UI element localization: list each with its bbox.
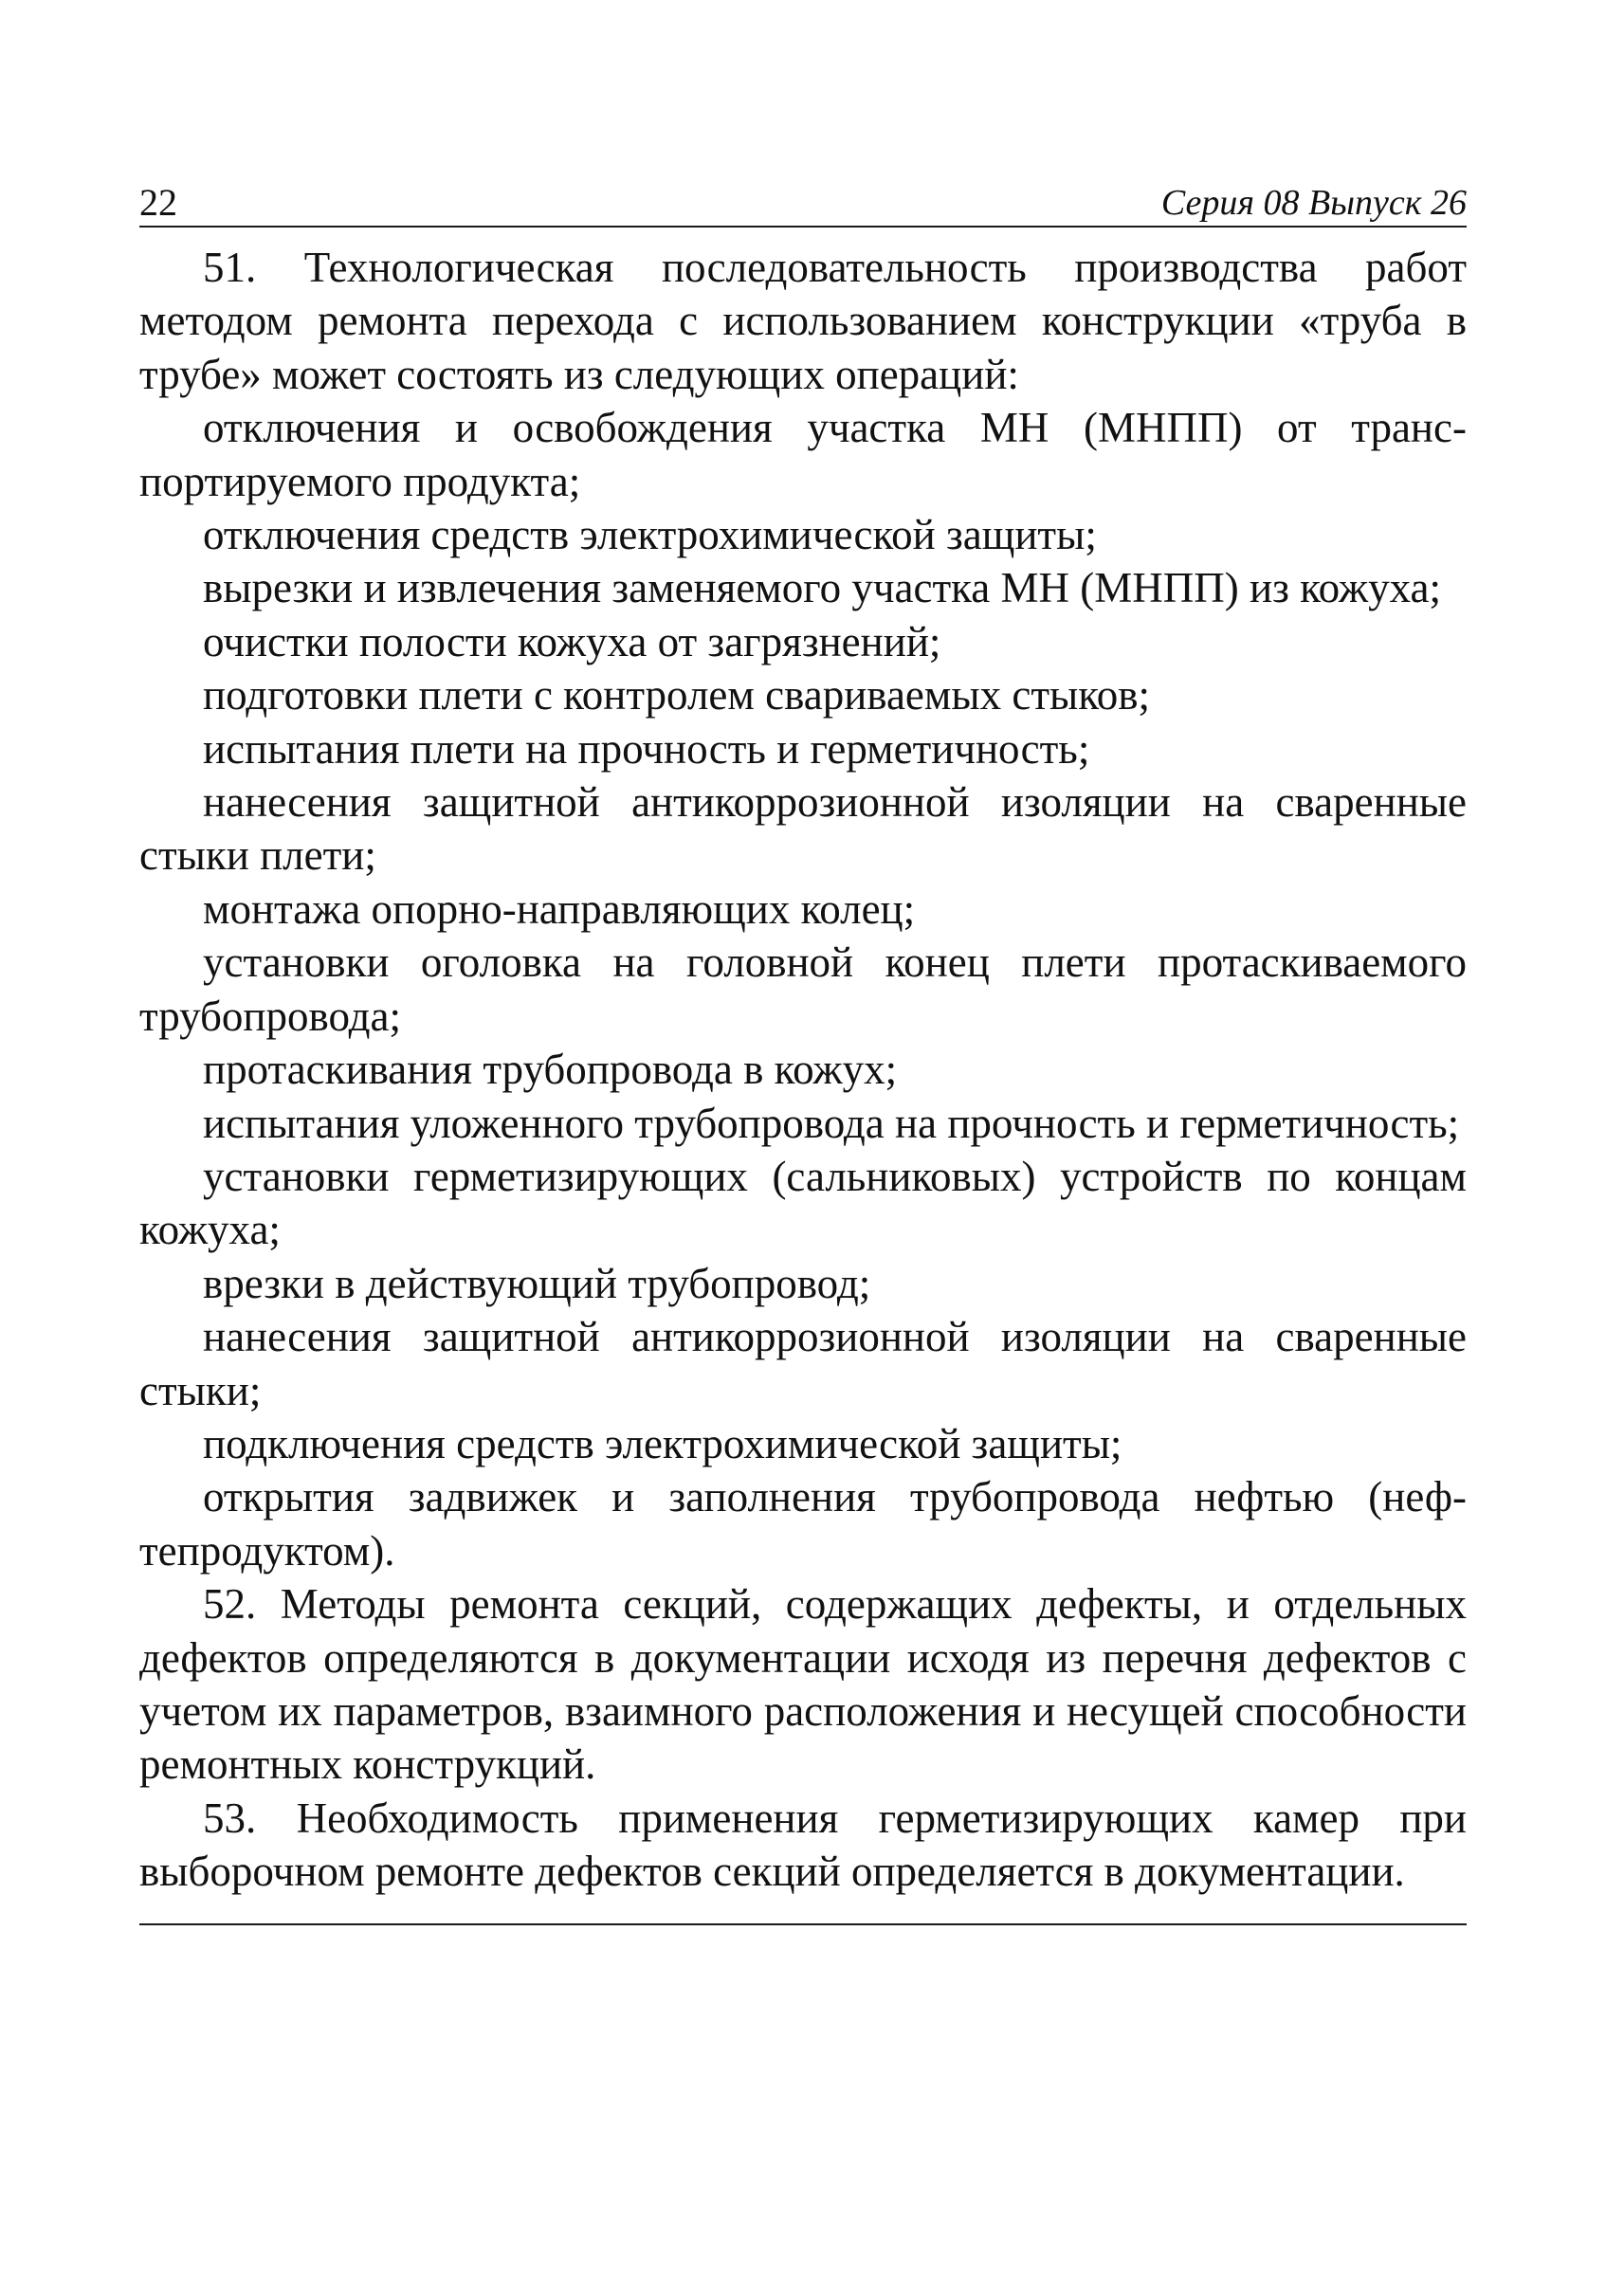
list-item: очистки полости кожуха от загрязнений; bbox=[203, 617, 941, 665]
document-page bbox=[139, 176, 1467, 1925]
list-item: установки герметизирующих (сальниковых) устройств по концам кожуха; bbox=[139, 1152, 1467, 1254]
list-item: установки оголовка на головной конец плети протаскиваемого трубопровода; bbox=[139, 938, 1467, 1040]
page-number: 22 bbox=[139, 181, 177, 224]
bottom-rule bbox=[139, 1923, 1467, 1925]
list-item: отключения средств электрохимической защиты; bbox=[203, 511, 1097, 559]
list-item: подготовки плети с контролем свариваемых стыков; bbox=[203, 671, 1151, 719]
body-text bbox=[139, 241, 1467, 1899]
list-item: вырезки и извлечения заменяемого участка МН (МНПП) из кожуха; bbox=[203, 564, 1442, 612]
list-item: открытия задвижек и заполнения трубопровода нефтью (нефтепродуктом). bbox=[139, 1473, 1467, 1575]
list-item: монтажа опорно-направляющих колец; bbox=[203, 884, 916, 933]
list-item: протаскивания трубопровода в кожух; bbox=[203, 1046, 898, 1094]
list-item: испытания уложенного трубопровода на прочность и герметичность; bbox=[203, 1099, 1460, 1147]
paragraph-52: 52. Методы ремонта секций, содержащих дефекты, и отдельных дефектов определяются в документации исходя из перечня дефектов с учетом их параметров, взаимного расположения и несущей способности ремонтных конструкций. bbox=[139, 1580, 1467, 1789]
paragraph-51-intro: 51. Технологическая последовательность производства работ методом ремонта перехода с использованием конструкции «труба в трубе» может состоять из следующих операций: bbox=[139, 244, 1467, 398]
paragraph-53: 53. Необходимость применения герметизирующих камер при выборочном ремонте дефектов секций определяется в документации. bbox=[139, 1794, 1467, 1896]
list-item: нанесения защитной антикоррозионной изоляции на сваренные стыки плети; bbox=[139, 778, 1467, 880]
list-item: отключения и освобождения участка МН (МНПП) от транспортируемого продукта; bbox=[139, 404, 1467, 505]
list-item: испытания плети на прочность и герметичность; bbox=[203, 724, 1090, 773]
series-title: Серия 08 Выпуск 26 bbox=[1160, 183, 1467, 223]
running-header bbox=[139, 176, 1467, 228]
list-item: нанесения защитной антикоррозионной изоляции на сваренные стыки; bbox=[139, 1313, 1467, 1414]
list-item: врезки в действующий трубопровод; bbox=[203, 1259, 871, 1307]
list-item: подключения средств электрохимической защиты; bbox=[203, 1419, 1122, 1467]
